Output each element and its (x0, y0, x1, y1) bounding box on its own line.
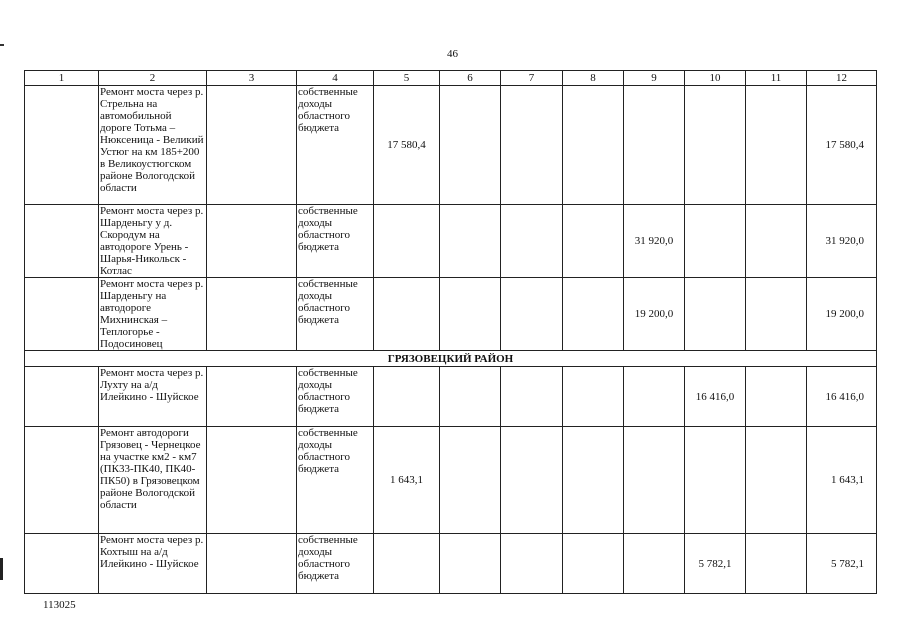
value-col-12: 19 200,0 (807, 278, 877, 351)
column-header: 3 (207, 71, 297, 86)
column-header: 5 (374, 71, 440, 86)
value-col-12: 31 920,0 (807, 205, 877, 278)
value-col-10: 5 782,1 (685, 534, 746, 594)
project-name: Ремонт моста через р. Кохтыш на а/д Илейкино - Шуйское (99, 534, 207, 594)
table-header-row (25, 71, 877, 86)
value-col-9 (624, 534, 685, 594)
value-col-10: 16 416,0 (685, 367, 746, 427)
value-col-5 (374, 205, 440, 278)
column-header: 10 (685, 71, 746, 86)
page-number: 46 (447, 48, 458, 60)
column-header: 1 (25, 71, 99, 86)
document-code: 113025 (43, 599, 76, 611)
funding-source: собственные доходы областного бюджета (297, 534, 374, 594)
column-header: 2 (99, 71, 207, 86)
budget-table (24, 70, 877, 594)
funding-source: собственные доходы областного бюджета (297, 278, 374, 351)
value-col-12: 1 643,1 (807, 427, 877, 534)
table-row (25, 427, 877, 534)
table-row (25, 205, 877, 278)
value-col-5: 17 580,4 (374, 86, 440, 205)
district-row (25, 351, 877, 367)
value-col-9 (624, 427, 685, 534)
column-header: 4 (297, 71, 374, 86)
value-col-12: 16 416,0 (807, 367, 877, 427)
column-header: 8 (563, 71, 624, 86)
value-col-5 (374, 367, 440, 427)
column-header: 11 (746, 71, 807, 86)
edge-scan-mark (0, 44, 4, 46)
value-col-5: 1 643,1 (374, 427, 440, 534)
funding-source: собственные доходы областного бюджета (297, 367, 374, 427)
funding-source: собственные доходы областного бюджета (297, 427, 374, 534)
value-col-12: 5 782,1 (807, 534, 877, 594)
value-col-10 (685, 427, 746, 534)
project-name: Ремонт моста через р. Стрельна на автомобильной дороге Тотьма – Нюксеница - Великий Устюг на км 185+200 в Великоустюгском районе Вологодской области (99, 86, 207, 205)
column-header: 6 (440, 71, 501, 86)
value-col-12: 17 580,4 (807, 86, 877, 205)
project-name: Ремонт моста через р. Шарденьгу у д. Скородум на автодороге Урень - Шарья-Никольск - Котлас (99, 205, 207, 278)
value-col-9: 31 920,0 (624, 205, 685, 278)
funding-source: собственные доходы областного бюджета (297, 205, 374, 278)
table-row (25, 86, 877, 205)
district-title: ГРЯЗОВЕЦКИЙ РАЙОН (25, 351, 877, 367)
value-col-5 (374, 278, 440, 351)
funding-source: собственные доходы областного бюджета (297, 86, 374, 205)
value-col-9 (624, 367, 685, 427)
table-row (25, 367, 877, 427)
value-col-9 (624, 86, 685, 205)
value-col-5 (374, 534, 440, 594)
column-header: 7 (501, 71, 563, 86)
table-row (25, 278, 877, 351)
value-col-9: 19 200,0 (624, 278, 685, 351)
value-col-10 (685, 278, 746, 351)
table-row (25, 534, 877, 594)
value-col-10 (685, 86, 746, 205)
value-col-10 (685, 205, 746, 278)
project-name: Ремонт автодороги Грязовец - Чернецкое на участке км2 - км7 (ПК33-ПК40, ПК40-ПК50) в Грязовецком районе Вологодской области (99, 427, 207, 534)
column-header: 12 (807, 71, 877, 86)
project-name: Ремонт моста через р. Лухту на а/д Илейкино - Шуйское (99, 367, 207, 427)
column-header: 9 (624, 71, 685, 86)
edge-scan-bar-left (0, 558, 3, 580)
project-name: Ремонт моста через р. Шарденьгу на автодороге Михнинская – Теплогорье - Подосиновец (99, 278, 207, 351)
